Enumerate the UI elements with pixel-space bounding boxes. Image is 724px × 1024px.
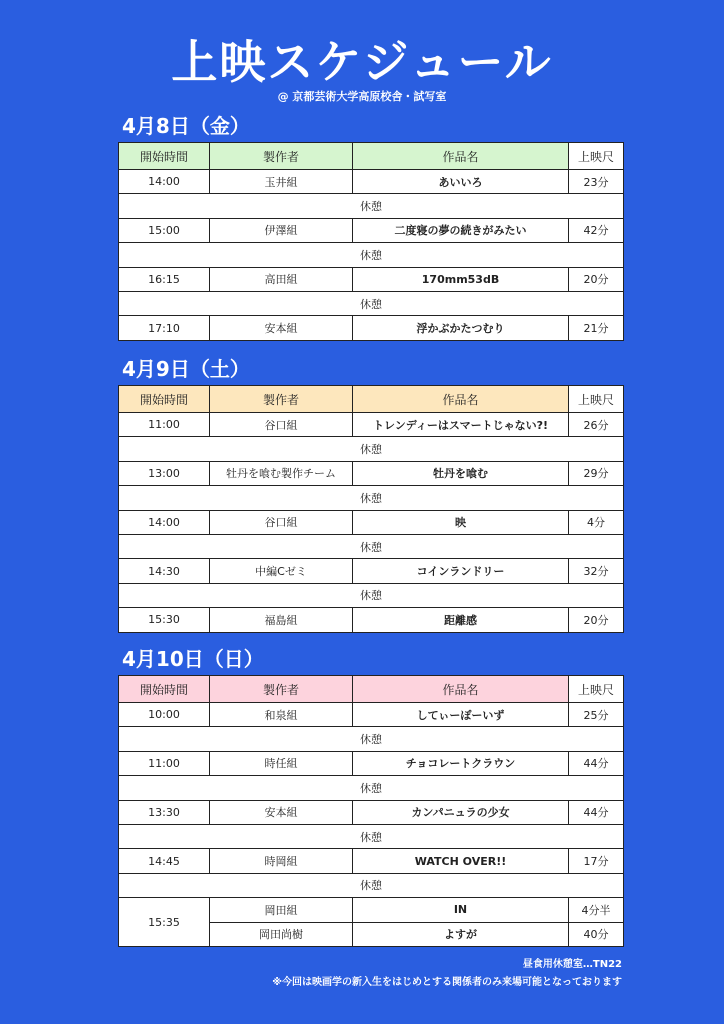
break-row (119, 534, 624, 558)
break-label: 休憩 (119, 824, 624, 848)
start-time: 10:00 (119, 703, 210, 727)
start-time: 13:30 (119, 800, 210, 824)
break-label: 休憩 (119, 291, 624, 315)
table-row (119, 218, 624, 242)
table-row (119, 267, 624, 291)
schedule-table-apr10 (118, 675, 624, 947)
header-work-title: 作品名 (353, 386, 569, 413)
producer: 安本組 (210, 316, 353, 340)
schedule-table-apr9 (118, 385, 624, 633)
table-row (119, 703, 624, 727)
length: 42分 (569, 218, 624, 242)
work-title: してぃーぽーいず (353, 703, 569, 727)
work-title: あいいろ (353, 170, 569, 194)
work-title: 170mm53dB (353, 267, 569, 291)
header-start-time: 開始時間 (119, 143, 210, 170)
length: 40分 (569, 922, 624, 946)
table-row (119, 413, 624, 437)
length: 21分 (569, 316, 624, 340)
day-heading-apr10: 4月10日（日） (122, 647, 264, 671)
table-row (119, 461, 624, 485)
header-producer: 製作者 (210, 386, 353, 413)
header-start-time: 開始時間 (119, 386, 210, 413)
work-title: コインランドリー (353, 559, 569, 583)
length: 20分 (569, 608, 624, 632)
work-title: 距離感 (353, 608, 569, 632)
day-heading-apr8: 4月8日（金） (122, 114, 250, 138)
break-label: 休憩 (119, 194, 624, 218)
break-label: 休憩 (119, 873, 624, 897)
producer: 玉井組 (210, 170, 353, 194)
start-time: 15:35 (119, 898, 210, 947)
producer: 時任組 (210, 751, 353, 775)
start-time: 16:15 (119, 267, 210, 291)
start-time: 15:30 (119, 608, 210, 632)
length: 26分 (569, 413, 624, 437)
break-row (119, 194, 624, 218)
break-row (119, 727, 624, 751)
break-row (119, 583, 624, 607)
venue-subtitle: @ 京都芸術大学高原校舎・試写室 (277, 90, 447, 103)
header-length: 上映尺 (569, 386, 624, 413)
lunch-room-note: 昼食用休憩室…TN22 (522, 959, 622, 970)
length: 17分 (569, 849, 624, 873)
table-row (119, 316, 624, 340)
work-title: 浮かぶかたつむり (353, 316, 569, 340)
header-length: 上映尺 (569, 143, 624, 170)
work-title: カンパニュラの少女 (353, 800, 569, 824)
break-row (119, 776, 624, 800)
length: 4分半 (569, 898, 624, 922)
length: 4分 (569, 510, 624, 534)
work-title: チョコレートクラウン (353, 751, 569, 775)
day-heading-apr9: 4月9日（土） (122, 357, 250, 381)
producer: 福島組 (210, 608, 353, 632)
producer: 時岡組 (210, 849, 353, 873)
work-title: トレンディーはスマートじゃない?! (353, 413, 569, 437)
start-time: 11:00 (119, 413, 210, 437)
length: 29分 (569, 461, 624, 485)
header-start-time: 開始時間 (119, 676, 210, 703)
header-work-title: 作品名 (353, 143, 569, 170)
table-row (119, 751, 624, 775)
table-header-row (119, 386, 624, 413)
work-title: IN (353, 898, 569, 922)
length: 44分 (569, 800, 624, 824)
producer: 岡田尚樹 (210, 922, 353, 946)
break-row (119, 437, 624, 461)
header-producer: 製作者 (210, 676, 353, 703)
attendance-note: ※今回は映画学の新入生をはじめとする関係者のみ来場可能となっております (272, 977, 622, 988)
break-label: 休憩 (119, 776, 624, 800)
break-label: 休憩 (119, 583, 624, 607)
start-time: 15:00 (119, 218, 210, 242)
length: 44分 (569, 751, 624, 775)
producer: 高田組 (210, 267, 353, 291)
start-time: 14:30 (119, 559, 210, 583)
table-row (119, 800, 624, 824)
schedule-table-apr8 (118, 142, 624, 341)
producer: 谷口組 (210, 510, 353, 534)
header-length: 上映尺 (569, 676, 624, 703)
producer: 谷口組 (210, 413, 353, 437)
work-title: よすが (353, 922, 569, 946)
producer: 牡丹を喰む製作チーム (210, 461, 353, 485)
producer: 安本組 (210, 800, 353, 824)
table-row (119, 849, 624, 873)
start-time: 14:00 (119, 510, 210, 534)
table-row (119, 608, 624, 632)
break-row (119, 243, 624, 267)
start-time: 14:00 (119, 170, 210, 194)
length: 23分 (569, 170, 624, 194)
start-time: 13:00 (119, 461, 210, 485)
producer: 中編Cゼミ (210, 559, 353, 583)
break-row (119, 824, 624, 848)
work-title: WATCH OVER!! (353, 849, 569, 873)
table-header-row (119, 143, 624, 170)
producer: 和泉組 (210, 703, 353, 727)
producer: 岡田組 (210, 898, 353, 922)
work-title: 映 (353, 510, 569, 534)
break-label: 休憩 (119, 243, 624, 267)
header-producer: 製作者 (210, 143, 353, 170)
work-title: 牡丹を喰む (353, 461, 569, 485)
break-label: 休憩 (119, 534, 624, 558)
table-row (119, 170, 624, 194)
break-label: 休憩 (119, 437, 624, 461)
page-title: 上映スケジュール (171, 35, 553, 89)
break-label: 休憩 (119, 486, 624, 510)
length: 25分 (569, 703, 624, 727)
break-row (119, 873, 624, 897)
work-title: 二度寝の夢の続きがみたい (353, 218, 569, 242)
table-header-row (119, 676, 624, 703)
table-row (119, 559, 624, 583)
length: 20分 (569, 267, 624, 291)
start-time: 17:10 (119, 316, 210, 340)
break-label: 休憩 (119, 727, 624, 751)
table-row (119, 898, 624, 922)
producer: 伊澤組 (210, 218, 353, 242)
header-work-title: 作品名 (353, 676, 569, 703)
start-time: 11:00 (119, 751, 210, 775)
break-row (119, 486, 624, 510)
start-time: 14:45 (119, 849, 210, 873)
table-row (119, 510, 624, 534)
break-row (119, 291, 624, 315)
length: 32分 (569, 559, 624, 583)
